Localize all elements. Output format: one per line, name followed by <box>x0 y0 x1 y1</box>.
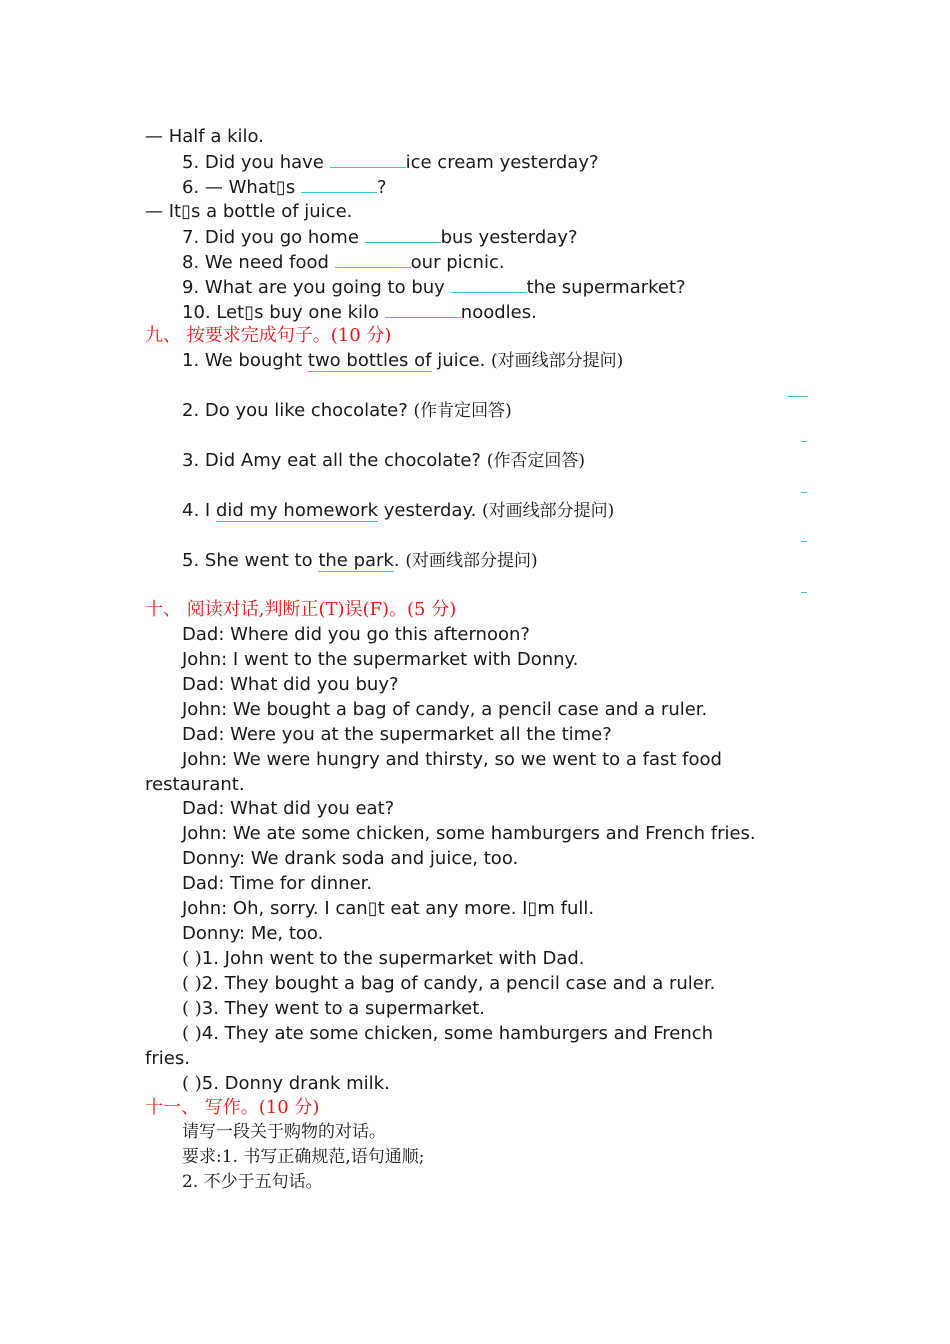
s9-item-4 <box>182 498 614 524</box>
q6-before: 6. — What▯s <box>182 177 296 198</box>
dialogue-line-wrap: restaurant. <box>145 774 245 795</box>
answer-blank-7[interactable] <box>365 224 441 243</box>
answer-blank-10[interactable] <box>385 299 461 318</box>
dialogue-line: John: I went to the supermarket with Donny. <box>182 649 579 670</box>
q10-after: noodles. <box>460 302 537 323</box>
dialogue-line: Dad: Where did you go this afternoon? <box>182 624 530 645</box>
s9-item-5-post: . <box>393 550 406 571</box>
s9-item-1-note: (对画线部分提问) <box>491 351 624 371</box>
s9-item-4-underlined: did my homework <box>215 500 379 521</box>
dialogue-line: John: We ate some chicken, some hamburgers and French fries. <box>182 823 756 844</box>
answer-line-1[interactable] <box>788 396 808 397</box>
dialogue-line: John: We were hungry and thirsty, so we went to a fast food <box>182 749 722 770</box>
dialogue-line: Dad: What did you eat? <box>182 798 395 819</box>
s9-item-4-post: yesterday. <box>378 500 483 521</box>
tf-answer-box-3[interactable]: ( ) <box>182 998 202 1019</box>
s9-item-3-pre: 3. Did Amy eat all the chocolate? <box>182 450 487 471</box>
s9-item-1 <box>182 348 623 374</box>
q7-after: bus yesterday? <box>440 227 578 248</box>
dialogue-line: Dad: What did you buy? <box>182 674 399 695</box>
tf-statement-3-text: 3. They went to a supermarket. <box>201 998 486 1019</box>
s9-item-5 <box>182 548 538 574</box>
tf-statement-3 <box>182 996 485 1021</box>
s9-item-4-note: (对画线部分提问) <box>482 501 615 521</box>
answer-blank-6[interactable] <box>301 174 377 193</box>
s9-item-5-underlined: the park <box>318 550 394 571</box>
q9-before: 9. What are you going to buy <box>182 277 445 298</box>
tf-statement-5-text: 5. Donny drank milk. <box>201 1073 390 1094</box>
question-10 <box>182 299 537 325</box>
dialogue-line: John: Oh, sorry. I can▯t eat any more. I▯m full. <box>182 898 595 919</box>
s9-item-2-pre: 2. Do you like chocolate? <box>182 400 414 421</box>
q8-before: 8. We need food <box>182 252 329 273</box>
answer-blank-5[interactable] <box>330 149 406 168</box>
tf-statement-2-text: 2. They bought a bag of candy, a pencil case and a ruler. <box>201 973 716 994</box>
answer-line-3[interactable] <box>801 492 807 493</box>
s9-item-1-post: juice. <box>431 350 492 371</box>
question-9 <box>182 274 686 300</box>
answer-line-2[interactable] <box>801 441 807 442</box>
writing-requirement-1: 要求:1. 书写正确规范,语句通顺; <box>182 1147 425 1167</box>
question-7 <box>182 224 578 250</box>
s9-item-1-underlined: two bottles of <box>307 350 432 371</box>
tf-statement-4-wrap: fries. <box>145 1048 190 1069</box>
answer-blank-8[interactable] <box>335 249 411 268</box>
s9-item-2-note: (作肯定回答) <box>413 401 512 421</box>
q6-after: ? <box>376 177 387 198</box>
tf-answer-box-2[interactable]: ( ) <box>182 973 202 994</box>
answer-bottle: — It▯s a bottle of juice. <box>145 201 353 222</box>
dialogue-line: Dad: Were you at the supermarket all the time? <box>182 724 612 745</box>
question-6 <box>182 174 387 200</box>
writing-instruction: 请写一段关于购物的对话。 <box>182 1122 386 1142</box>
tf-statement-1 <box>182 946 585 971</box>
q10-before: 10. Let▯s buy one kilo <box>182 302 380 323</box>
q7-before: 7. Did you go home <box>182 227 359 248</box>
s9-item-3 <box>182 448 585 474</box>
q5-after: ice cream yesterday? <box>405 152 599 173</box>
answer-line-4[interactable] <box>801 541 807 542</box>
q5-before: 5. Did you have <box>182 152 324 173</box>
tf-statement-1-text: 1. John went to the supermarket with Dad. <box>201 948 585 969</box>
tf-answer-box-5[interactable]: ( ) <box>182 1073 202 1094</box>
section9-title: 九、 按要求完成句子。(10 分) <box>145 325 392 346</box>
q9-after: the supermarket? <box>526 277 686 298</box>
question-8 <box>182 249 505 275</box>
s9-item-2 <box>182 398 512 424</box>
answer-blank-9[interactable] <box>451 274 527 293</box>
s9-item-3-note: (作否定回答) <box>486 451 585 471</box>
s9-item-5-pre: 5. She went to <box>182 550 319 571</box>
section10-title: 十、 阅读对话,判断正(T)误(F)。(5 分) <box>145 599 457 620</box>
tf-statement-4-text: 4. They ate some chicken, some hamburgers and French <box>201 1023 714 1044</box>
tf-statement-4 <box>182 1021 713 1046</box>
tf-answer-box-4[interactable]: ( ) <box>182 1023 202 1044</box>
s9-item-1-pre: 1. We bought <box>182 350 308 371</box>
tf-statement-5 <box>182 1071 390 1096</box>
tf-statement-2 <box>182 971 715 996</box>
tf-answer-box-1[interactable]: ( ) <box>182 948 202 969</box>
s9-item-4-pre: 4. I <box>182 500 216 521</box>
dialogue-line: Dad: Time for dinner. <box>182 873 373 894</box>
q8-after: our picnic. <box>410 252 505 273</box>
dialogue-line: John: We bought a bag of candy, a pencil case and a ruler. <box>182 699 708 720</box>
writing-requirement-2: 2. 不少于五句话。 <box>182 1172 323 1192</box>
dialogue-line: Donny: We drank soda and juice, too. <box>182 848 519 869</box>
answer-half-kilo: — Half a kilo. <box>145 126 264 147</box>
section11-title: 十一、 写作。(10 分) <box>145 1097 320 1118</box>
dialogue-line: Donny: Me, too. <box>182 923 324 944</box>
answer-line-5[interactable] <box>801 592 807 593</box>
question-5 <box>182 149 599 175</box>
s9-item-5-note: (对画线部分提问) <box>405 551 538 571</box>
